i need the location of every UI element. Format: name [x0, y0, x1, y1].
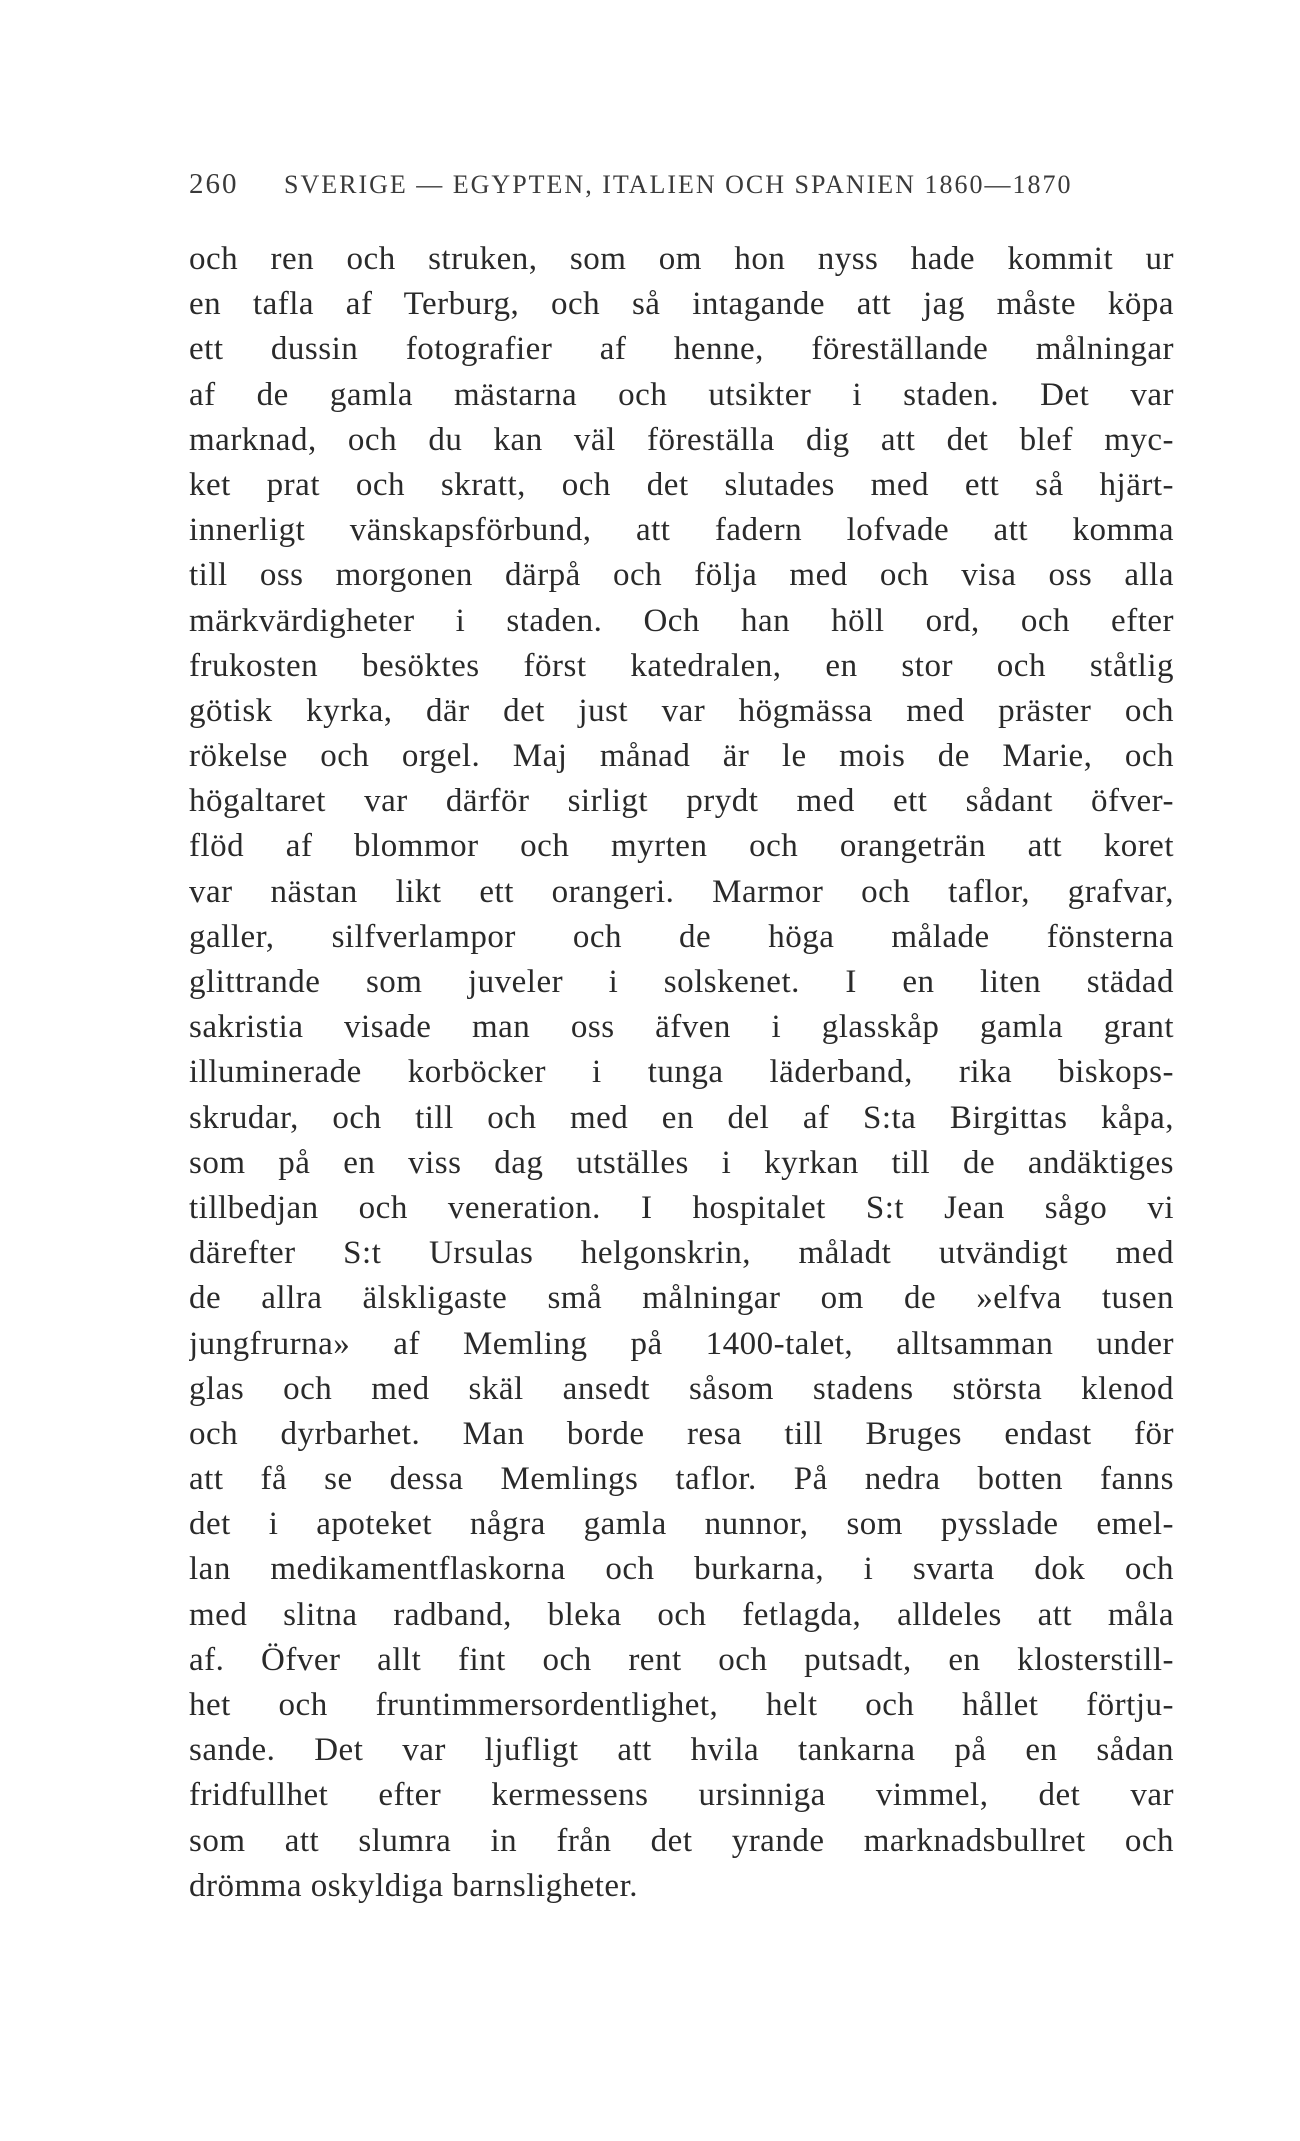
text-line: som på en viss dag utställes i kyrkan till de andäktiges	[189, 1144, 1174, 1181]
text-line: lan medikamentflaskorna och burkarna, i svarta dok och	[189, 1551, 1174, 1588]
text-line: skrudar, och till och med en del af S:ta Birgittas kåpa,	[189, 1099, 1174, 1136]
text-line: marknad, och du kan väl föreställa dig att det blef myc-	[189, 421, 1174, 458]
text-line: drömma oskyldiga barnsligheter.	[189, 1867, 638, 1904]
text-line: het och fruntimmersordentlighet, helt och hållet förtju-	[189, 1687, 1174, 1723]
text-line: sakristia visade man oss äfven i glasskåp gamla grant	[189, 1009, 1174, 1046]
text-line: och dyrbarhet. Man borde resa till Bruges endast för	[189, 1415, 1174, 1452]
text-line: att få se dessa Memlings taflor. På nedra botten fanns	[189, 1461, 1174, 1498]
text-line: glas och med skäl ansedt såsom stadens största klenod	[189, 1370, 1174, 1407]
text-line: och ren och struken, som om hon nyss hade kommit ur	[189, 241, 1174, 277]
body-text	[189, 237, 1174, 1909]
text-line: med slitna radband, bleka och fetlagda, alldeles att måla	[189, 1596, 1174, 1633]
text-line: därefter S:t Ursulas helgonskrin, måladt utvändigt med	[189, 1235, 1174, 1272]
text-line: frukosten besöktes först katedralen, en stor och ståtlig	[189, 647, 1174, 684]
text-line: af de gamla mästarna och utsikter i staden. Det var	[189, 376, 1174, 413]
page-number: 260	[189, 168, 239, 200]
running-head	[189, 168, 1109, 208]
text-line: ket prat och skratt, och det slutades med ett så hjärt-	[189, 466, 1174, 503]
text-line: flöd af blommor och myrten och orangeträn att koret	[189, 828, 1174, 865]
text-line: var nästan likt ett orangeri. Marmor och taflor, grafvar,	[189, 873, 1174, 910]
text-line: de allra älskligaste små målningar om de »elfva tusen	[189, 1280, 1174, 1317]
text-line: rökelse och orgel. Maj månad är le mois de Marie, och	[189, 738, 1174, 775]
text-line: af. Öfver allt fint och rent och putsadt, en klosterstill-	[189, 1641, 1174, 1678]
text-line: sande. Det var ljufligt att hvila tankarna på en sådan	[189, 1732, 1174, 1769]
text-line: en tafla af Terburg, och så intagande att jag måste köpa	[189, 286, 1174, 323]
text-line: märkvärdigheter i staden. Och han höll ord, och efter	[189, 602, 1174, 639]
text-line: det i apoteket några gamla nunnor, som pysslade emel-	[189, 1506, 1174, 1543]
text-line: tillbedjan och veneration. I hospitalet S:t Jean sågo vi	[189, 1189, 1174, 1226]
text-line: galler, silfverlampor och de höga målade fönsterna	[189, 918, 1174, 955]
text-line: innerligt vänskapsförbund, att fadern lofvade att komma	[189, 512, 1174, 549]
text-line: till oss morgonen därpå och följa med och visa oss alla	[189, 557, 1174, 594]
text-line: ett dussin fotografier af henne, föreställande målningar	[189, 331, 1174, 368]
text-line: som att slumra in från det yrande marknadsbullret och	[189, 1822, 1174, 1859]
text-line: fridfullhet efter kermessens ursinniga vimmel, det var	[189, 1777, 1174, 1814]
text-line: jungfrurna» af Memling på 1400-talet, alltsamman under	[189, 1325, 1174, 1362]
text-line: götisk kyrka, där det just var högmässa med präster och	[189, 692, 1174, 729]
text-line: glittrande som juveler i solskenet. I en liten städad	[189, 964, 1174, 1000]
text-line: högaltaret var därför sirligt prydt med ett sådant öfver-	[189, 783, 1174, 820]
text-line: illuminerade korböcker i tunga läderband, rika biskops-	[189, 1054, 1174, 1091]
running-title: SVERIGE — EGYPTEN, ITALIEN OCH SPANIEN 1860—1870	[284, 170, 1073, 199]
